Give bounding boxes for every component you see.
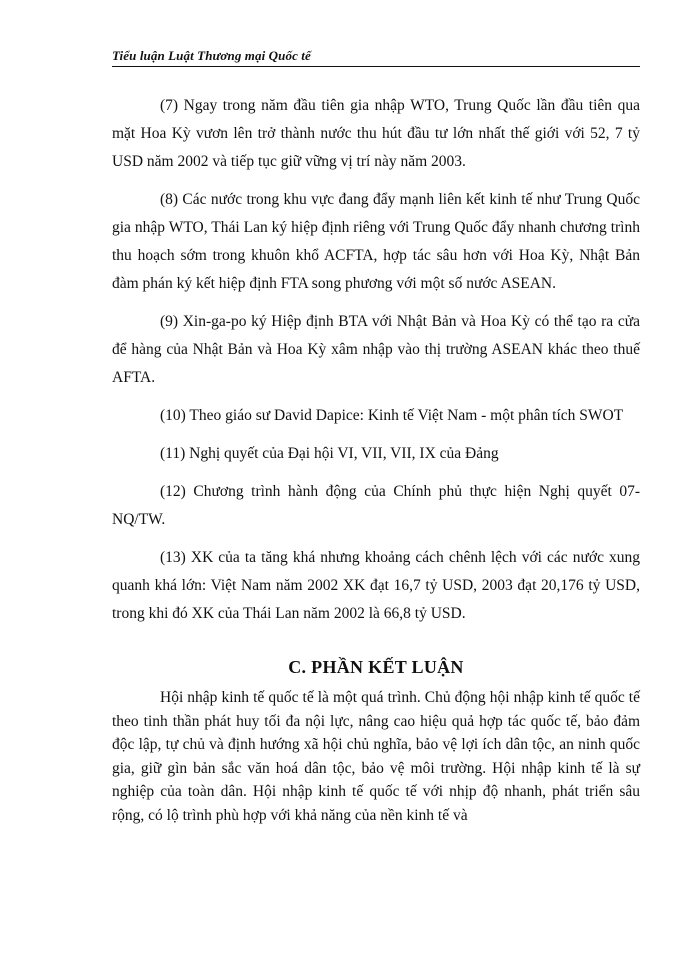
reference-item-8: (8) Các nước trong khu vực đang đẩy mạnh liên kết kinh tế như Trung Quốc gia nhập WTO, Thái Lan ký hiệp định riêng với Trung Quốc đẩy nhanh chương trình thu hoạch sớm trong khuôn khổ ACFTA, hợp tác sâu hơn với Hoa Kỳ, Nhật Bản đàm phán ký kết hiệp định FTA song phương với một số nước ASEAN. [112, 191, 640, 292]
reference-item-13: (13) XK của ta tăng khá nhưng khoảng cách chênh lệch với các nước xung quanh khá lớn: Việt Nam năm 2002 XK đạt 16,7 tỷ USD, 2003 đạt 20,176 tỷ USD, trong khi đó XK của Thái Lan năm 2002 là 66,8 tỷ USD. [112, 549, 640, 622]
document-body [112, 92, 640, 827]
reference-item-10: (10) Theo giáo sư David Dapice: Kinh tế Việt Nam - một phân tích SWOT [160, 407, 624, 424]
page-header [112, 42, 640, 67]
conclusion-paragraph: Hội nhập kinh tế quốc tế là một quá trình. Chủ động hội nhập kinh tế quốc tế theo tinh thần phát huy tối đa nội lực, nâng cao hiệu quả hợp tác quốc tế, bảo đảm độc lập, tự chủ và định hướng xã hội chủ nghĩa, bảo vệ lợi ích dân tộc, an ninh quốc gia, giữ gìn bản sắc văn hoá dân tộc, bảo vệ môi trường. Hội nhập kinh tế là sự nghiệp của toàn dân. Hội nhập kinh tế quốc tế với nhịp độ nhanh, phát triển sâu rộng, có lộ trình phù hợp với khả năng của nền kinh tế và [112, 689, 640, 824]
header-title: Tiểu luận Luật Thương mại Quốc tế [112, 48, 311, 63]
reference-item-11: (11) Nghị quyết của Đại hội VI, VII, VII, IX của Đảng [160, 445, 499, 462]
reference-item-12: (12) Chương trình hành động của Chính phủ thực hiện Nghị quyết 07-NQ/TW. [112, 483, 640, 528]
reference-item-7: (7) Ngay trong năm đầu tiên gia nhập WTO, Trung Quốc lần đầu tiên qua mặt Hoa Kỳ vươn lên trở thành nước thu hút đầu tư lớn nhất thế giới với 52, 7 tỷ USD năm 2002 và tiếp tục giữ vững vị trí này năm 2003. [112, 97, 640, 170]
section-title: C. PHẦN KẾT LUẬN [288, 657, 464, 677]
reference-item-9: (9) Xin-ga-po ký Hiệp định BTA với Nhật Bản và Hoa Kỳ có thể tạo ra cửa để hàng của Nhật Bản và Hoa Kỳ xâm nhập vào thị trường ASEAN khác theo thuế AFTA. [112, 313, 640, 386]
